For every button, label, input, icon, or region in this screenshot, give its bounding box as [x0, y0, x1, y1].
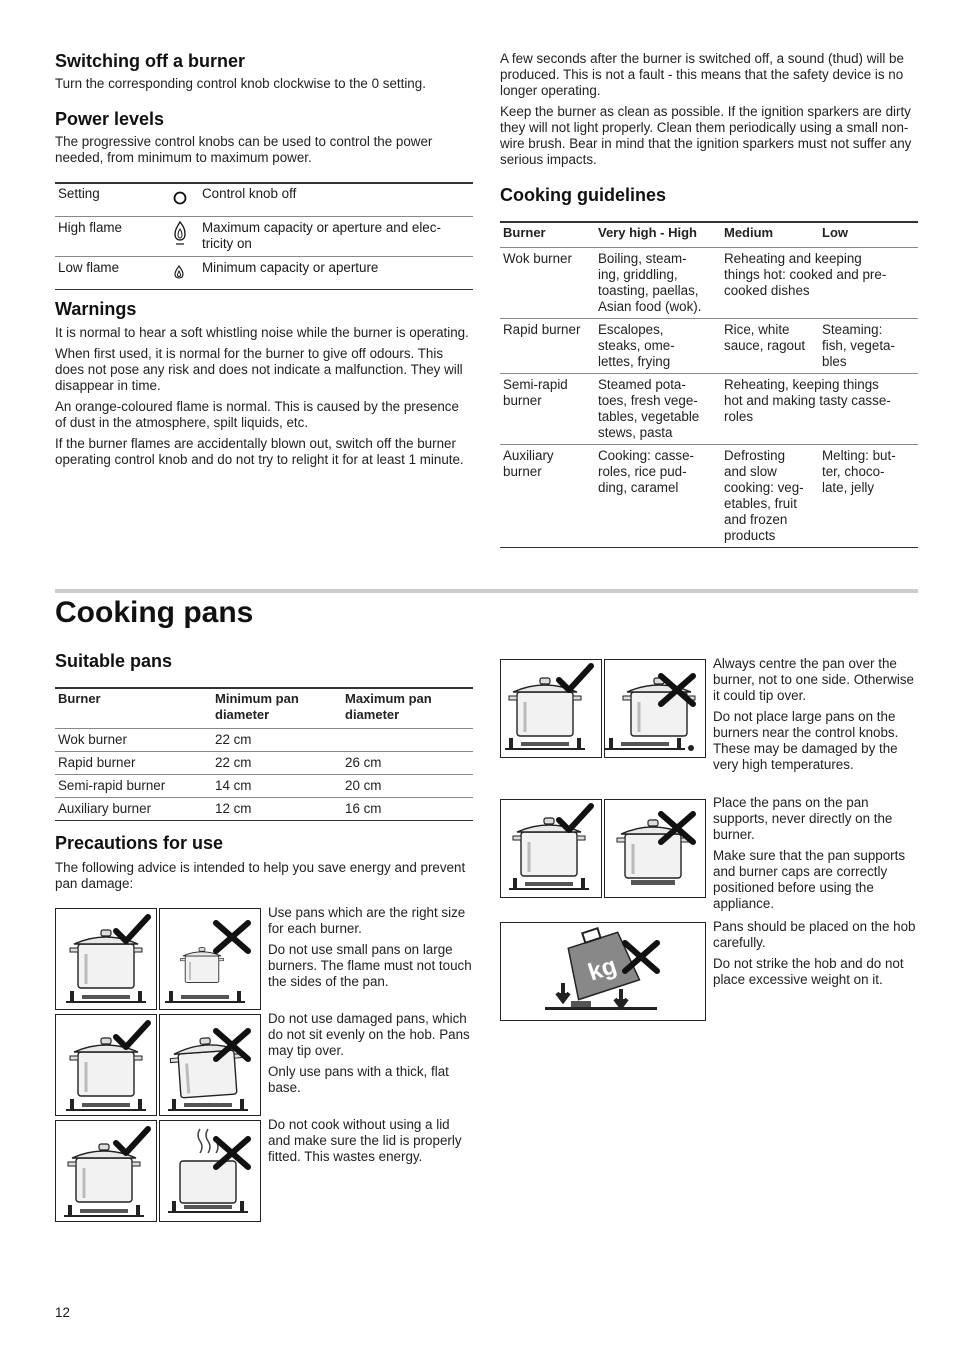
table-row [500, 318, 918, 373]
suitable-cell: Wok burner [58, 731, 127, 747]
pan-on-burner-image [604, 799, 706, 898]
warning-paragraph: If the burner flames are accidentally blown out, switch off the burner operating control knob and do not try to relight it for at least 1 minute. [55, 436, 464, 467]
guidelines-high: Steamed pota- toes, fresh vege- tables, vegetable stews, pasta [598, 376, 700, 440]
power-desc: Minimum capacity or aperture [202, 260, 379, 275]
precautions-group2 [268, 1011, 473, 1101]
switching-off-text: Turn the corresponding control knob clockwise to the 0 setting. [55, 76, 426, 91]
suitable-cell: Auxiliary burner [58, 800, 152, 816]
precaution-text: Use pans which are the right size for each burner. [268, 905, 466, 936]
precaution-text: Do not strike the hob and do not place excessive weight on it. [713, 956, 904, 987]
suitable-cell: 22 cm [215, 731, 252, 747]
right-precautions-group1 [713, 656, 918, 778]
kg-label: kg [584, 952, 620, 987]
guidelines-medium-low: Reheating, keeping things hot and making tasty casse- roles [724, 376, 891, 424]
precautions-heading: Precautions for use [55, 833, 224, 853]
guidelines-header: Medium [724, 225, 774, 240]
right-intro [500, 51, 918, 173]
suitable-cell: 26 cm [345, 754, 382, 770]
table-row [55, 728, 473, 751]
guidelines-medium-low: Reheating and keeping things hot: cooked and pre- cooked dishes [724, 250, 887, 298]
power-row [55, 257, 473, 290]
table-row [55, 751, 473, 774]
warning-paragraph: When first used, it is normal for the burner to give off odours. This does not pose any risk and does not indicate a malfunction. They will disappear in time. [55, 346, 463, 393]
table-row [55, 797, 473, 820]
suitable-cell: Semi-rapid burner [58, 777, 166, 793]
guidelines-high: Boiling, steam- ing, griddling, toasting, paellas, Asian food (wok). [598, 250, 702, 314]
table-row [500, 247, 918, 318]
cooking-pans-title: Cooking pans [55, 596, 254, 629]
high-flame-icon [172, 220, 188, 251]
damaged-pan-image [159, 1014, 261, 1116]
suitable-pans-table [55, 688, 473, 821]
guidelines-burner: Semi-rapid burner [503, 376, 568, 408]
suitable-cell: Rapid burner [58, 754, 136, 770]
suitable-pans-heading: Suitable pans [55, 651, 173, 671]
pan-on-support-image [500, 799, 602, 898]
warnings-heading: Warnings [55, 299, 137, 319]
power-row [55, 217, 473, 257]
precaution-text: Only use pans with a thick, flat base. [268, 1064, 449, 1095]
power-setting: Setting [58, 186, 100, 201]
power-setting: Low flame [58, 260, 120, 275]
power-row [55, 183, 473, 217]
precautions-intro: The following advice is intended to help you save energy and prevent pan damage: [55, 860, 466, 891]
right-precautions-group2 [713, 795, 918, 917]
switching-off-heading: Switching off a burner [55, 51, 246, 71]
cooking-guidelines-heading: Cooking guidelines [500, 185, 667, 205]
off-centre-pan-image [604, 659, 706, 758]
guidelines-low: Melting: but- ter, choco- late, jelly [822, 447, 896, 495]
guidelines-medium: Rice, white sauce, ragout [724, 321, 806, 353]
table-row [500, 373, 918, 444]
suitable-cell [342, 728, 473, 751]
precaution-text: Do not use damaged pans, which do not sit evenly on the hob. Pans may tip over. [268, 1011, 470, 1058]
suitable-cell: 20 cm [345, 777, 382, 793]
power-desc: Maximum capacity or aperture and elec- tricity on [202, 220, 441, 251]
power-levels-heading: Power levels [55, 109, 165, 129]
guidelines-header: Very high - High [598, 225, 697, 240]
guidelines-header: Burner [503, 225, 546, 240]
power-desc: Control knob off [202, 186, 297, 201]
warning-paragraph: An orange-coloured flame is normal. This is caused by the presence of dust in the atmosphere, spilt liquids, etc. [55, 399, 459, 430]
low-flame-icon [173, 264, 185, 285]
precaution-text: Always centre the pan over the burner, not to one side. Otherwise it could tip over. [713, 656, 914, 703]
right-paragraph: A few seconds after the burner is switched off, a sound (thud) will be produced. This is not a fault - this means that the safety device is no longer operating. [500, 51, 904, 98]
suitable-cell: 16 cm [345, 800, 382, 816]
guidelines-burner: Auxiliary burner [503, 447, 554, 479]
table-row [500, 444, 918, 547]
right-paragraph: Keep the burner as clean as possible. If the ignition sparkers are dirty they will not light properly. Clean them periodically using a small non-wire brush. Bear in mind that the ignition sparkers must not suffer any serious impacts. [500, 104, 912, 167]
correct-pan-size-image [55, 908, 157, 1010]
excessive-weight-image [500, 922, 706, 1021]
page-number: 12 [55, 1305, 70, 1320]
power-levels-table [55, 183, 473, 290]
guidelines-burner: Wok burner [503, 250, 572, 266]
power-levels-text: The progressive control knobs can be used to control the power needed, from minimum to maximum power. [55, 134, 433, 165]
right-precautions-group3 [713, 919, 918, 993]
precaution-text: Pans should be placed on the hob carefully. [713, 919, 916, 950]
suitable-header: Maximum pan diameter [345, 691, 432, 722]
pan-with-lid-image [55, 1120, 157, 1222]
warnings-body [55, 325, 473, 473]
power-setting: High flame [58, 220, 123, 235]
suitable-cell: 14 cm [215, 777, 252, 793]
precaution-text: Do not use small pans on large burners. The flame must not touch the sides of the pan. [268, 942, 472, 989]
suitable-cell: 12 cm [215, 800, 252, 816]
guidelines-medium: Defrosting and slow cooking: veg- etables, fruit and frozen products [724, 447, 804, 543]
small-pan-large-burner-image [159, 908, 261, 1010]
guidelines-high: Escalopes, steaks, ome- lettes, frying [598, 321, 675, 369]
precaution-text: Place the pans on the pan supports, never directly on the burner. [713, 795, 893, 842]
precautions-group1 [268, 905, 473, 995]
suitable-header: Burner [58, 691, 101, 706]
centred-pan-image [500, 659, 602, 758]
suitable-header: Minimum pan diameter [215, 691, 299, 722]
precautions-group3 [268, 1117, 473, 1170]
precaution-text: Do not place large pans on the burners near the control knobs. These may be damaged by the very high temperatures. [713, 709, 899, 772]
guidelines-header: Low [822, 225, 848, 240]
circle-off-icon [172, 190, 188, 211]
warning-paragraph: It is normal to hear a soft whistling noise while the burner is operating. [55, 325, 469, 340]
undamaged-pan-image [55, 1014, 157, 1116]
guidelines-table [500, 222, 918, 548]
guidelines-low: Steaming: fish, vegeta- bles [822, 321, 895, 369]
precaution-text: Do not cook without using a lid and make sure the lid is properly fitted. This wastes energy. [268, 1117, 462, 1164]
guidelines-burner: Rapid burner [503, 321, 581, 337]
precaution-text: Make sure that the pan supports and burner caps are correctly positioned before using the appliance. [713, 848, 906, 911]
section-divider [55, 589, 918, 593]
guidelines-header-row [500, 222, 918, 247]
pan-without-lid-image [159, 1120, 261, 1222]
table-row [55, 774, 473, 797]
suitable-cell: 22 cm [215, 754, 252, 770]
guidelines-high: Cooking: casse- roles, rice pud- ding, caramel [598, 447, 695, 495]
suitable-header-row [55, 688, 473, 728]
